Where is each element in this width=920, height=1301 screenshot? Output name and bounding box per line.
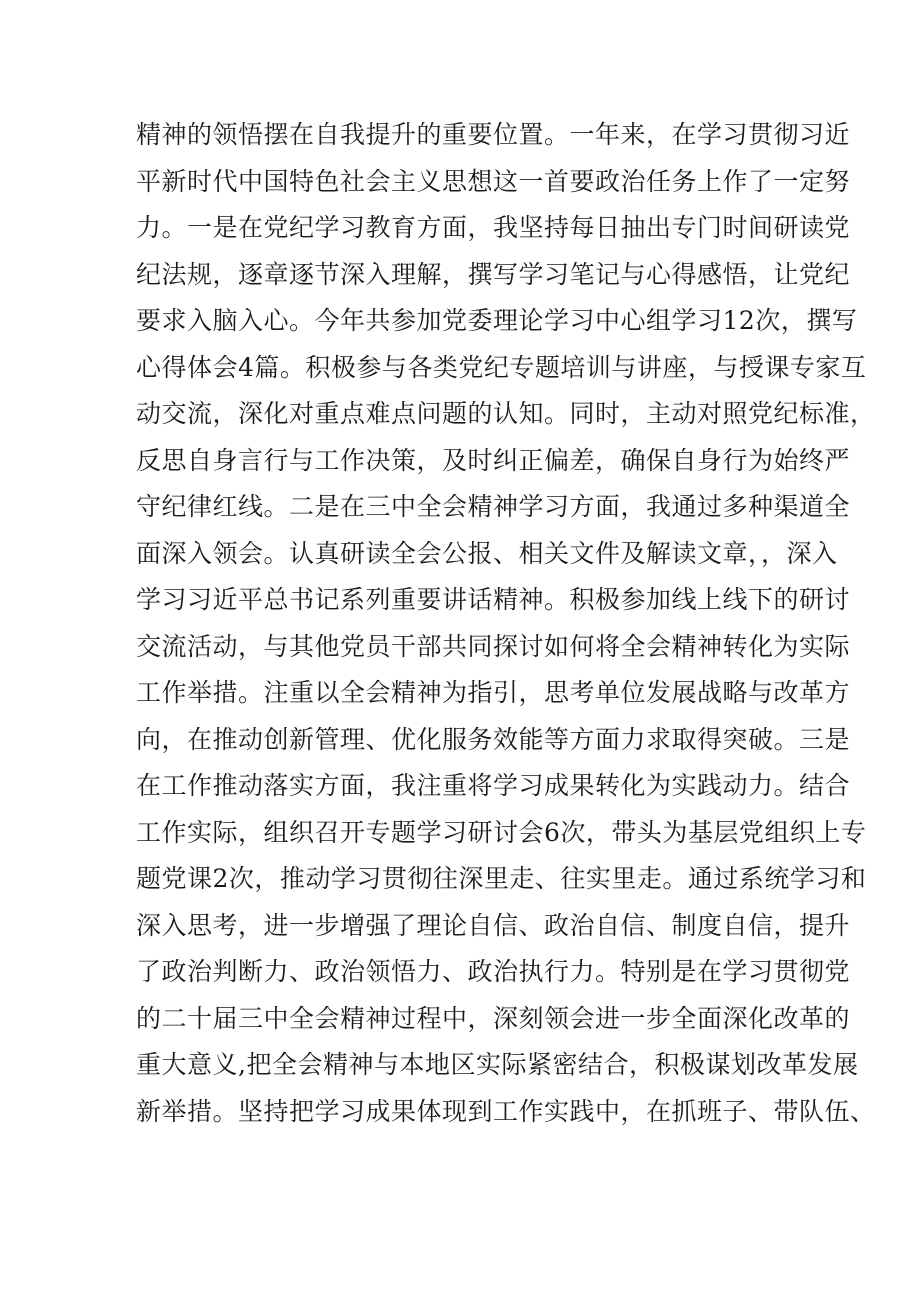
text-line: 心得体会4篇。积极参与各类党纪专题培训与讲座，与授课专家互 — [136, 352, 867, 382]
text-line: 向，在推动创新管理、优化服务效能等方面力求取得突破。三是 — [136, 724, 851, 754]
text-line: 动交流，深化对重点难点问题的认知。同时，主动对照党纪标准， — [136, 399, 876, 428]
text-line: 工作举措。注重以全会精神为指引，思考单位发展战略与改革方 — [136, 678, 851, 707]
text-line: 工作实际，组织召开专题学习研讨会6次，带头为基层党组织上专 — [136, 817, 867, 847]
text-line: 守纪律红线。二是在三中全会精神学习方面，我通过多种渠道全 — [136, 492, 851, 521]
text-line: 重大意义,把全会精神与本地区实际紧密结合，积极谋划改革发展 — [136, 1050, 859, 1079]
text-line: 新举措。坚持把学习成果体现到工作实践中，在抓班子、带队伍、 — [136, 1096, 876, 1126]
text-line: 面深入领会。认真研读全会公报、相关文件及解读文章，，深入 — [136, 538, 838, 568]
text-line: 了政治判断力、政治领悟力、政治执行力。特别是在学习贯彻党 — [136, 957, 851, 986]
text-line: 的二十届三中全会精神过程中，深刻领会进一步全面深化改革的 — [136, 1003, 851, 1033]
text-line: 学习习近平总书记系列重要讲话精神。积极参加线上线下的研讨 — [136, 585, 851, 614]
text-line: 精神的领悟摆在自我提升的重要位置。一年来，在学习贯彻习近 — [136, 120, 851, 149]
text-line: 反思自身言行与工作决策，及时纠正偏差，确保自身行为始终严 — [136, 445, 851, 475]
text-line: 力。一是在党纪学习教育方面，我坚持每日抽出专门时间研读党 — [136, 213, 851, 242]
text-line: 交流活动，与其他党员干部共同探讨如何将全会精神转化为实际 — [136, 631, 851, 661]
text-line: 在工作推动落实方面，我注重将学习成果转化为实践动力。结合 — [136, 771, 851, 800]
text-line: 题党课2次，推动学习贯彻往深里走、往实里走。通过系统学习和 — [136, 864, 867, 893]
text-line: 要求入脑入心。今年共参加党委理论学习中心组学习12次，撰写 — [136, 306, 858, 335]
text-line: 平新时代中国特色社会主义思想这一首要政治任务上作了一定努 — [136, 166, 851, 196]
text-line: 深入思考，进一步增强了理论自信、政治自信、制度自信，提升 — [136, 910, 851, 940]
body-paragraph — [136, 112, 876, 1135]
text-line: 纪法规，逐章逐节深入理解，撰写学习笔记与心得感悟，让党纪 — [136, 259, 851, 289]
